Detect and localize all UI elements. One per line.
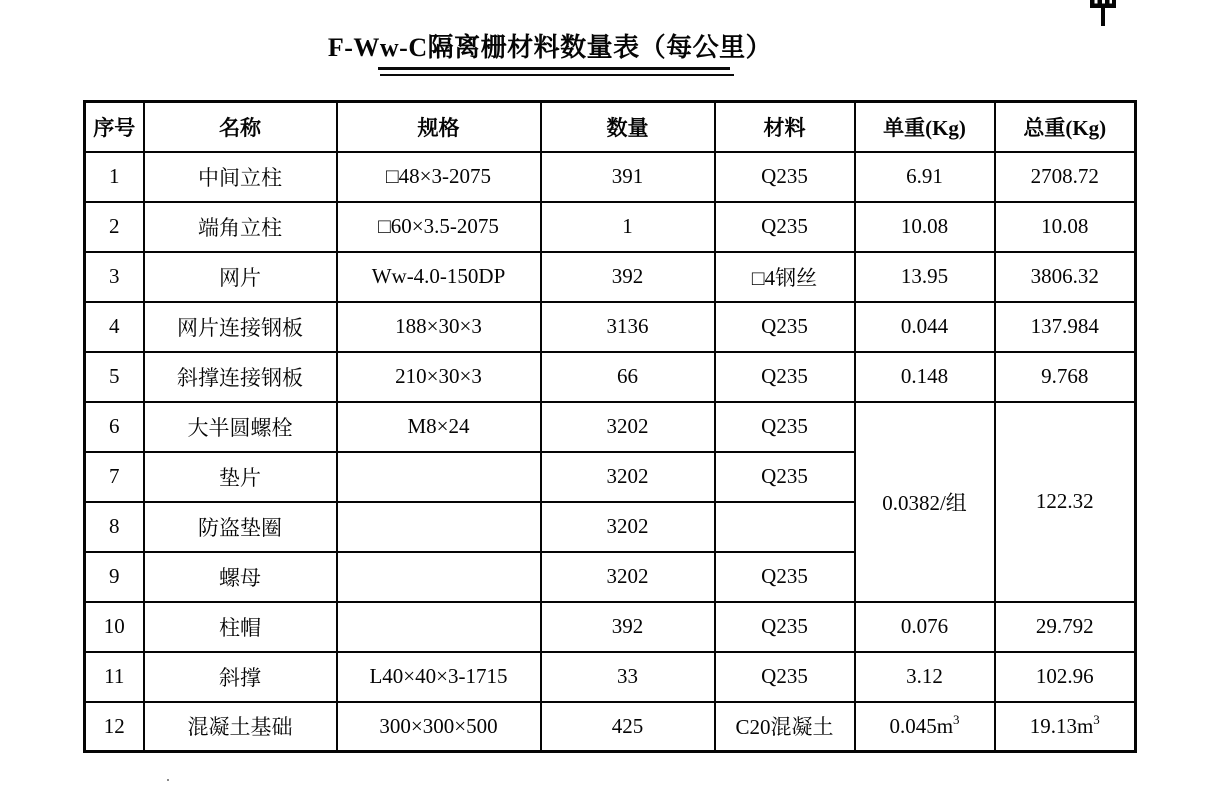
cell-material <box>715 502 855 552</box>
cell-qty: 392 <box>541 602 715 652</box>
table-row <box>85 202 1136 252</box>
cell-spec <box>337 452 541 502</box>
table-row <box>85 252 1136 302</box>
cell-spec: □48×3-2075 <box>337 152 541 202</box>
cell-unit-weight: 0.076 <box>855 602 995 652</box>
header-no: 序号 <box>85 102 144 152</box>
page-title: F-Ww-C隔离栅材料数量表（每公里） <box>327 33 773 62</box>
cell-unit-weight: 0.148 <box>855 352 995 402</box>
cell-qty: 3202 <box>541 502 715 552</box>
cell-material: C20混凝土 <box>715 702 855 752</box>
cell-name: 斜撑 <box>144 652 337 702</box>
cell-material: □4钢丝 <box>715 252 855 302</box>
cell-spec <box>337 602 541 652</box>
cell-qty: 425 <box>541 702 715 752</box>
cell-qty: 3202 <box>541 552 715 602</box>
cell-material: Q235 <box>715 202 855 252</box>
cell-material: Q235 <box>715 302 855 352</box>
cell-name: 网片连接钢板 <box>144 302 337 352</box>
header-name: 名称 <box>144 102 337 152</box>
cell-material: Q235 <box>715 452 855 502</box>
cell-spec: 210×30×3 <box>337 352 541 402</box>
cell-material: Q235 <box>715 552 855 602</box>
cell-material: Q235 <box>715 602 855 652</box>
cell-material: Q235 <box>715 652 855 702</box>
cell-no: 12 <box>85 702 144 752</box>
total-weight-value: 19.13m <box>1029 713 1094 738</box>
header-qty: 数量 <box>541 102 715 152</box>
table-row <box>85 402 1136 452</box>
cell-qty: 33 <box>541 652 715 702</box>
cell-total-weight: 137.984 <box>995 302 1136 352</box>
title-underline-bottom <box>380 74 734 76</box>
header-material: 材料 <box>715 102 855 152</box>
table-row <box>85 602 1136 652</box>
cell-name: 螺母 <box>144 552 337 602</box>
cell-qty: 1 <box>541 202 715 252</box>
cell-name: 防盗垫圈 <box>144 502 337 552</box>
header-unit-weight: 单重(Kg) <box>855 102 995 152</box>
cell-name: 中间立柱 <box>144 152 337 202</box>
cell-name: 斜撑连接钢板 <box>144 352 337 402</box>
unit-weight-value: 0.045m <box>889 713 954 738</box>
cell-total-weight <box>995 702 1136 752</box>
cell-name: 网片 <box>144 252 337 302</box>
cell-unit-weight: 13.95 <box>855 252 995 302</box>
cell-no: 9 <box>85 552 144 602</box>
materials-table <box>83 100 1137 753</box>
cell-name: 端角立柱 <box>144 202 337 252</box>
cell-spec: 188×30×3 <box>337 302 541 352</box>
cell-no: 7 <box>85 452 144 502</box>
cell-material: Q235 <box>715 402 855 452</box>
total-weight-superscript: 3 <box>1093 711 1100 727</box>
cell-total-weight: 29.792 <box>995 602 1136 652</box>
cell-spec <box>337 552 541 602</box>
cell-unit-weight: 6.91 <box>855 152 995 202</box>
cell-no: 6 <box>85 402 144 452</box>
table-header-row <box>85 102 1136 152</box>
cell-spec: □60×3.5-2075 <box>337 202 541 252</box>
cell-qty: 3202 <box>541 402 715 452</box>
cell-total-weight: 9.768 <box>995 352 1136 402</box>
cell-qty: 66 <box>541 352 715 402</box>
cell-name: 柱帽 <box>144 602 337 652</box>
cell-spec: 300×300×500 <box>337 702 541 752</box>
cell-total-weight: 2708.72 <box>995 152 1136 202</box>
cell-qty: 392 <box>541 252 715 302</box>
cell-no: 3 <box>85 252 144 302</box>
materials-quantity-table <box>83 100 1137 753</box>
cell-no: 4 <box>85 302 144 352</box>
table-row <box>85 352 1136 402</box>
table-row <box>85 702 1136 752</box>
title-underline-top <box>378 67 730 70</box>
cell-qty: 3202 <box>541 452 715 502</box>
table-row <box>85 152 1136 202</box>
cell-no: 2 <box>85 202 144 252</box>
cell-no: 10 <box>85 602 144 652</box>
cell-total-weight: 3806.32 <box>995 252 1136 302</box>
cell-unit-weight <box>855 702 995 752</box>
header-total-weight: 总重(Kg) <box>995 102 1136 152</box>
cell-unit-weight: 10.08 <box>855 202 995 252</box>
cell-qty: 391 <box>541 152 715 202</box>
cell-total-weight-merged: 122.32 <box>995 402 1136 602</box>
cell-name: 混凝土基础 <box>144 702 337 752</box>
cell-name: 垫片 <box>144 452 337 502</box>
cell-spec: L40×40×3-1715 <box>337 652 541 702</box>
cell-material: Q235 <box>715 352 855 402</box>
cell-material: Q235 <box>715 152 855 202</box>
cell-no: 11 <box>85 652 144 702</box>
cell-spec: Ww-4.0-150DP <box>337 252 541 302</box>
cell-spec <box>337 502 541 552</box>
cell-spec: M8×24 <box>337 402 541 452</box>
cell-qty: 3136 <box>541 302 715 352</box>
table-row <box>85 302 1136 352</box>
cell-unit-weight: 0.044 <box>855 302 995 352</box>
truncated-survey-marker-icon <box>1090 0 1117 27</box>
cell-name: 大半圆螺栓 <box>144 402 337 452</box>
cell-unit-weight-merged: 0.0382/组 <box>855 402 995 602</box>
cell-unit-weight: 3.12 <box>855 652 995 702</box>
table-row <box>85 652 1136 702</box>
cell-total-weight: 102.96 <box>995 652 1136 702</box>
scan-artifact-dot <box>167 779 169 781</box>
cell-no: 5 <box>85 352 144 402</box>
cell-no: 8 <box>85 502 144 552</box>
cell-total-weight: 10.08 <box>995 202 1136 252</box>
unit-weight-superscript: 3 <box>953 711 960 727</box>
cell-no: 1 <box>85 152 144 202</box>
header-spec: 规格 <box>337 102 541 152</box>
